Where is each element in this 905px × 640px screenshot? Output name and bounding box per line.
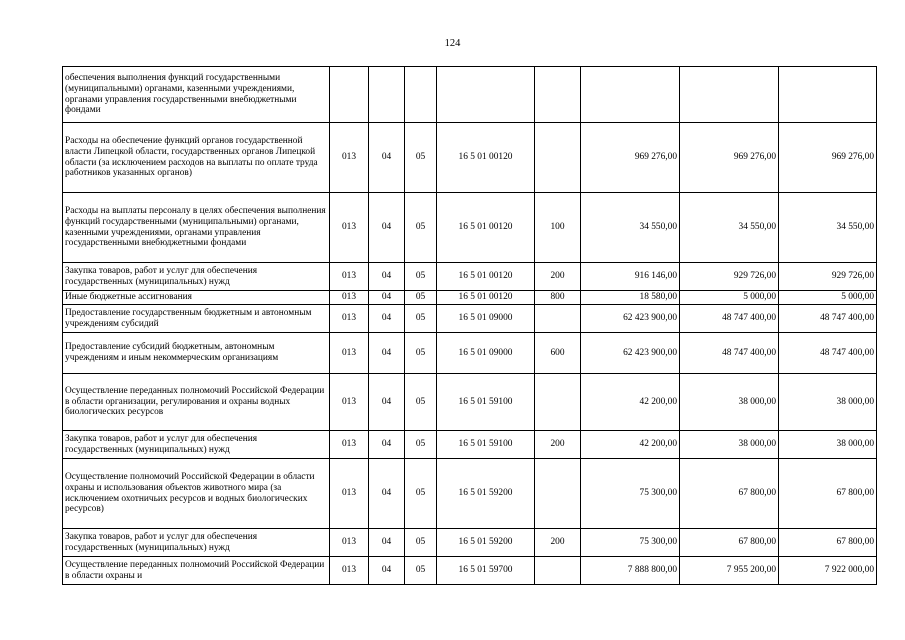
subsection-code-cell: 05	[405, 431, 437, 459]
amount-year-2-cell: 67 800,00	[680, 459, 779, 529]
section-code-cell: 04	[369, 123, 405, 193]
section-code-cell: 04	[369, 374, 405, 431]
subsection-code-cell: 05	[405, 193, 437, 263]
target-article-cell	[437, 67, 535, 123]
page-number: 124	[444, 38, 461, 49]
target-article-cell: 16 5 01 00120	[437, 263, 535, 291]
amount-year-3-cell: 48 747 400,00	[779, 333, 877, 374]
section-code-cell: 04	[369, 557, 405, 585]
ministry-code-cell: 013	[330, 193, 369, 263]
amount-year-1-cell: 62 423 900,00	[581, 333, 680, 374]
row-name-cell: Расходы на обеспечение функций органов государственной власти Липецкой области, государственных органов Липецкой области (за исключением расходов на выплаты по оплате труда работников указанных органов)	[63, 123, 330, 193]
amount-year-2-cell: 38 000,00	[680, 374, 779, 431]
amount-year-2-cell: 48 747 400,00	[680, 333, 779, 374]
ministry-code-cell: 013	[330, 529, 369, 557]
amount-year-2-cell	[680, 67, 779, 123]
ministry-code-cell: 013	[330, 459, 369, 529]
amount-year-3-cell: 34 550,00	[779, 193, 877, 263]
expense-type-cell: 800	[535, 291, 581, 305]
amount-year-1-cell: 969 276,00	[581, 123, 680, 193]
table-row	[63, 291, 877, 305]
ministry-code-cell: 013	[330, 557, 369, 585]
amount-year-3-cell: 38 000,00	[779, 374, 877, 431]
subsection-code-cell: 05	[405, 557, 437, 585]
amount-year-3-cell: 969 276,00	[779, 123, 877, 193]
amount-year-3-cell	[779, 67, 877, 123]
section-code-cell: 04	[369, 529, 405, 557]
table-row	[63, 333, 877, 374]
amount-year-1-cell	[581, 67, 680, 123]
section-code-cell: 04	[369, 459, 405, 529]
expense-type-cell	[535, 374, 581, 431]
expense-type-cell: 100	[535, 193, 581, 263]
amount-year-2-cell: 929 726,00	[680, 263, 779, 291]
amount-year-2-cell: 5 000,00	[680, 291, 779, 305]
ministry-code-cell	[330, 67, 369, 123]
amount-year-1-cell: 42 200,00	[581, 431, 680, 459]
table-row	[63, 374, 877, 431]
amount-year-1-cell: 18 580,00	[581, 291, 680, 305]
expense-type-cell	[535, 305, 581, 333]
amount-year-2-cell: 969 276,00	[680, 123, 779, 193]
amount-year-1-cell: 62 423 900,00	[581, 305, 680, 333]
expense-type-cell	[535, 459, 581, 529]
ministry-code-cell: 013	[330, 374, 369, 431]
table-row	[63, 305, 877, 333]
target-article-cell: 16 5 01 59200	[437, 529, 535, 557]
table-row	[63, 459, 877, 529]
amount-year-1-cell: 75 300,00	[581, 459, 680, 529]
subsection-code-cell	[405, 67, 437, 123]
amount-year-1-cell: 916 146,00	[581, 263, 680, 291]
target-article-cell: 16 5 01 00120	[437, 291, 535, 305]
table-row	[63, 123, 877, 193]
section-code-cell	[369, 67, 405, 123]
subsection-code-cell: 05	[405, 529, 437, 557]
amount-year-1-cell: 34 550,00	[581, 193, 680, 263]
table-row	[63, 67, 877, 123]
row-name-cell: Закупка товаров, работ и услуг для обеспечения государственных (муниципальных) нужд	[63, 431, 330, 459]
row-name-cell: Предоставление государственным бюджетным и автономным учреждениям субсидий	[63, 305, 330, 333]
table-row	[63, 263, 877, 291]
amount-year-3-cell: 38 000,00	[779, 431, 877, 459]
table-row	[63, 431, 877, 459]
ministry-code-cell: 013	[330, 333, 369, 374]
amount-year-1-cell: 42 200,00	[581, 374, 680, 431]
target-article-cell: 16 5 01 09000	[437, 305, 535, 333]
ministry-code-cell: 013	[330, 263, 369, 291]
target-article-cell: 16 5 01 59700	[437, 557, 535, 585]
section-code-cell: 04	[369, 431, 405, 459]
amount-year-3-cell: 929 726,00	[779, 263, 877, 291]
expense-type-cell	[535, 67, 581, 123]
ministry-code-cell: 013	[330, 123, 369, 193]
table-body	[63, 67, 877, 585]
table-row	[63, 193, 877, 263]
expense-type-cell	[535, 123, 581, 193]
subsection-code-cell: 05	[405, 333, 437, 374]
target-article-cell: 16 5 01 59100	[437, 431, 535, 459]
amount-year-3-cell: 7 922 000,00	[779, 557, 877, 585]
ministry-code-cell: 013	[330, 305, 369, 333]
budget-table	[62, 66, 877, 585]
row-name-cell: Предоставление субсидий бюджетным, автономным учреждениям и иным некоммерческим организациям	[63, 333, 330, 374]
amount-year-3-cell: 48 747 400,00	[779, 305, 877, 333]
amount-year-1-cell: 75 300,00	[581, 529, 680, 557]
row-name-cell: Иные бюджетные ассигнования	[63, 291, 330, 305]
ministry-code-cell: 013	[330, 291, 369, 305]
row-name-cell: Расходы на выплаты персоналу в целях обеспечения выполнения функций государственными (муниципальными) органами, казенными учреждениями, органами управления государственными внебюджетными фондами	[63, 193, 330, 263]
target-article-cell: 16 5 01 09000	[437, 333, 535, 374]
row-name-cell: обеспечения выполнения функций государственными (муниципальными) органами, казенными учреждениями, органами управления государственными внебюджетными фондами	[63, 67, 330, 123]
amount-year-1-cell: 7 888 800,00	[581, 557, 680, 585]
row-name-cell: Осуществление полномочий Российской Федерации в области охраны и использования объектов животного мира (за исключением охотничьих ресурсов и водных биологических ресурсов)	[63, 459, 330, 529]
subsection-code-cell: 05	[405, 374, 437, 431]
amount-year-3-cell: 67 800,00	[779, 459, 877, 529]
expense-type-cell: 600	[535, 333, 581, 374]
row-name-cell: Закупка товаров, работ и услуг для обеспечения государственных (муниципальных) нужд	[63, 263, 330, 291]
target-article-cell: 16 5 01 59200	[437, 459, 535, 529]
subsection-code-cell: 05	[405, 459, 437, 529]
subsection-code-cell: 05	[405, 291, 437, 305]
amount-year-3-cell: 67 800,00	[779, 529, 877, 557]
target-article-cell: 16 5 01 00120	[437, 193, 535, 263]
amount-year-2-cell: 67 800,00	[680, 529, 779, 557]
amount-year-2-cell: 34 550,00	[680, 193, 779, 263]
section-code-cell: 04	[369, 193, 405, 263]
section-code-cell: 04	[369, 305, 405, 333]
table-row	[63, 529, 877, 557]
section-code-cell: 04	[369, 291, 405, 305]
amount-year-2-cell: 7 955 200,00	[680, 557, 779, 585]
amount-year-2-cell: 48 747 400,00	[680, 305, 779, 333]
target-article-cell: 16 5 01 00120	[437, 123, 535, 193]
row-name-cell: Осуществление переданных полномочий Российской Федерации в области организации, регулирования и охраны водных биологических ресурсов	[63, 374, 330, 431]
section-code-cell: 04	[369, 333, 405, 374]
section-code-cell: 04	[369, 263, 405, 291]
expense-type-cell	[535, 557, 581, 585]
target-article-cell: 16 5 01 59100	[437, 374, 535, 431]
subsection-code-cell: 05	[405, 123, 437, 193]
row-name-cell: Осуществление переданных полномочий Российской Федерации в области охраны и	[63, 557, 330, 585]
subsection-code-cell: 05	[405, 305, 437, 333]
row-name-cell: Закупка товаров, работ и услуг для обеспечения государственных (муниципальных) нужд	[63, 529, 330, 557]
expense-type-cell: 200	[535, 263, 581, 291]
ministry-code-cell: 013	[330, 431, 369, 459]
amount-year-2-cell: 38 000,00	[680, 431, 779, 459]
expense-type-cell: 200	[535, 529, 581, 557]
expense-type-cell: 200	[535, 431, 581, 459]
subsection-code-cell: 05	[405, 263, 437, 291]
amount-year-3-cell: 5 000,00	[779, 291, 877, 305]
table-row	[63, 557, 877, 585]
